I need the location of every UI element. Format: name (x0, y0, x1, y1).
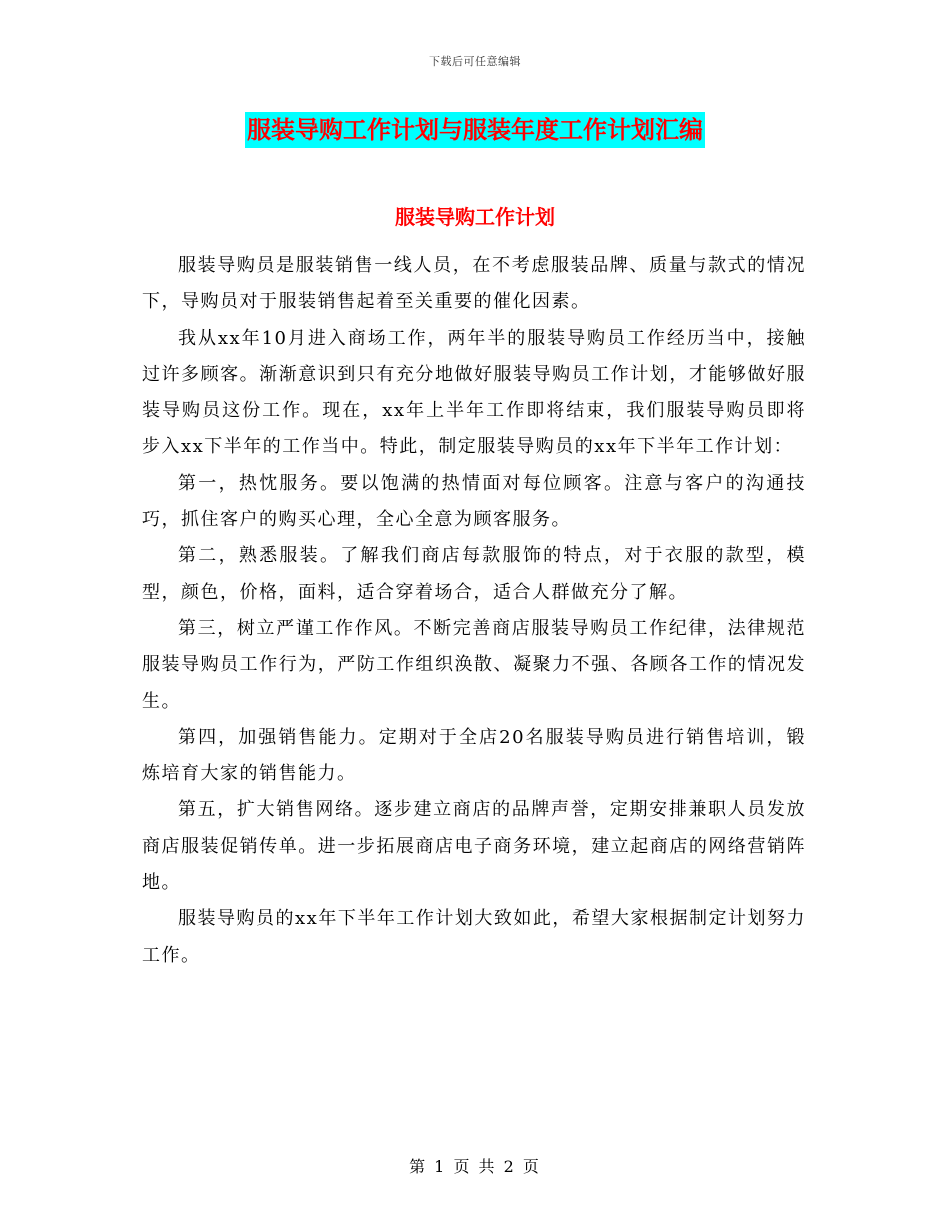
paragraph: 服装导购员是服装销售一线人员，在不考虑服装品牌、质量与款式的情况下，导购员对于服装销售起着至关重要的催化因素。 (142, 255, 806, 313)
paragraph: 第一，热忱服务。要以饱满的热情面对每位顾客。注意与客户的沟通技巧，抓住客户的购买心理，全心全意为顾客服务。 (142, 472, 806, 531)
paragraph: 第三，树立严谨工作作风。不断完善商店服装导购员工作纪律，法律规范服装导购员工作行为，严防工作组织涣散、凝聚力不强、各顾各工作的情况发生。 (142, 617, 806, 712)
header-note: 下载后可任意编辑 (429, 55, 521, 68)
paragraph: 我从xx年10月进入商场工作，两年半的服装导购员工作经历当中，接触过许多顾客。渐渐意识到只有充分地做好服装导购员工作计划，才能够做好服装导购员这份工作。现在，xx年上半年工作即将结束，我们服装导购员即将步入xx下半年的工作当中。特此，制定服装导购员的xx年下半年工作计划： (142, 327, 806, 458)
section-title: 服装导购工作计划 (395, 205, 555, 229)
page-number-footer: 第 1 页 共 2 页 (409, 1157, 541, 1176)
paragraph: 服装导购员的xx年下半年工作计划大致如此，希望大家根据制定计划努力工作。 (142, 908, 806, 966)
document-title-text: 服装导购工作计划与服装年度工作计划汇编 (245, 112, 705, 148)
document-body (142, 248, 806, 974)
document-title (0, 112, 950, 148)
paragraph: 第五，扩大销售网络。逐步建立商店的品牌声誉，定期安排兼职人员发放商店服装促销传单。进一步拓展商店电子商务环境，建立起商店的网络营销阵地。 (142, 799, 806, 894)
paragraph: 第四，加强销售能力。定期对于全店20名服装导购员进行销售培训，锻炼培育大家的销售能力。 (142, 726, 806, 785)
paragraph: 第二，熟悉服装。了解我们商店每款服饰的特点，对于衣服的款型，模型，颜色，价格，面料，适合穿着场合，适合人群做充分了解。 (142, 545, 806, 603)
